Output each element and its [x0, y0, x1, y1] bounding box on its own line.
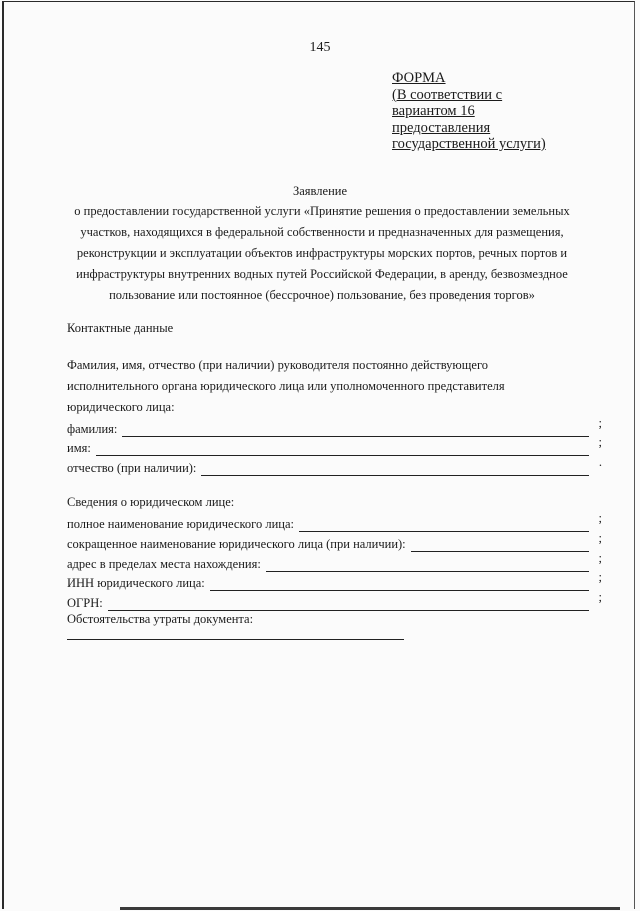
organization-heading: Сведения о юридическом лице: [67, 495, 235, 509]
short-name-field[interactable] [67, 531, 602, 552]
form-header-line: государственной услуги) [392, 136, 546, 152]
fill-line[interactable] [96, 441, 589, 456]
field-end-mark: ; [598, 531, 602, 545]
form-header-line: ФОРМА [392, 70, 446, 86]
address-field[interactable] [67, 551, 602, 572]
field-end-mark: ; [598, 435, 602, 449]
field-label: сокращенное наименование юридического лица (при наличии): [67, 537, 406, 551]
field-label: отчество (при наличии): [67, 461, 197, 475]
document-title: Заявление [292, 184, 347, 198]
scan-edge-mark [120, 907, 620, 910]
fill-line[interactable] [411, 537, 589, 552]
form-header [392, 70, 546, 153]
form-header-line: вариантом 16 [392, 103, 475, 119]
field-label: фамилия: [67, 422, 118, 436]
head-intro-line: Фамилия, имя, отчество (при наличии) руководителя постоянно действующего [67, 358, 489, 372]
fill-line[interactable] [266, 557, 589, 572]
application-subject [52, 201, 592, 306]
fill-line[interactable] [108, 596, 589, 611]
surname-field[interactable] [67, 416, 602, 437]
full-name-field[interactable] [67, 511, 602, 532]
subject-line: пользование или постоянное (бессрочное) пользование, без проведения торгов» [109, 288, 535, 302]
head-intro-line: юридического лица: [67, 400, 175, 414]
page-number: 145 [309, 40, 331, 55]
contact-heading: Контактные данные [67, 321, 174, 335]
field-end-mark: ; [598, 590, 602, 604]
field-end-mark: ; [598, 570, 602, 584]
fill-line[interactable] [122, 422, 589, 437]
first-name-field[interactable] [67, 435, 602, 456]
subject-line: инфраструктуры внутренних водных путей Российской Федерации, в аренду, безвозмездное [76, 267, 568, 281]
fill-line[interactable] [201, 461, 589, 476]
patronymic-field[interactable] [67, 455, 602, 476]
field-end-mark: . [598, 455, 602, 469]
ogrn-field[interactable] [67, 590, 602, 611]
form-header-line: предоставления [392, 119, 491, 136]
head-intro-line: исполнительного органа юридического лица или уполномоченного представителя [67, 379, 505, 393]
field-end-mark: ; [598, 551, 602, 565]
field-label: ОГРН: [67, 596, 103, 610]
subject-line: участков, находящихся в федеральной собственности и предназначенных для размещения, [80, 225, 564, 239]
subject-line: о предоставлении государственной услуги «Принятие решения о предоставлении земельных [74, 204, 570, 218]
fill-line[interactable] [210, 576, 589, 591]
loss-circumstances-line[interactable] [67, 639, 404, 640]
field-end-mark: ; [598, 511, 602, 525]
inn-field[interactable] [67, 570, 602, 591]
form-header-line: (В соответствии с [392, 86, 503, 103]
field-label: имя: [67, 441, 91, 455]
field-end-mark: ; [598, 416, 602, 430]
field-label: полное наименование юридического лица: [67, 517, 294, 531]
loss-circumstances-label: Обстоятельства утраты документа: [67, 612, 254, 626]
fill-line[interactable] [299, 517, 589, 532]
subject-line: реконструкции и эксплуатации объектов инфраструктуры морских портов, речных портов и [76, 246, 568, 260]
field-label: ИНН юридического лица: [67, 576, 205, 590]
field-label: адрес в пределах места нахождения: [67, 557, 261, 571]
